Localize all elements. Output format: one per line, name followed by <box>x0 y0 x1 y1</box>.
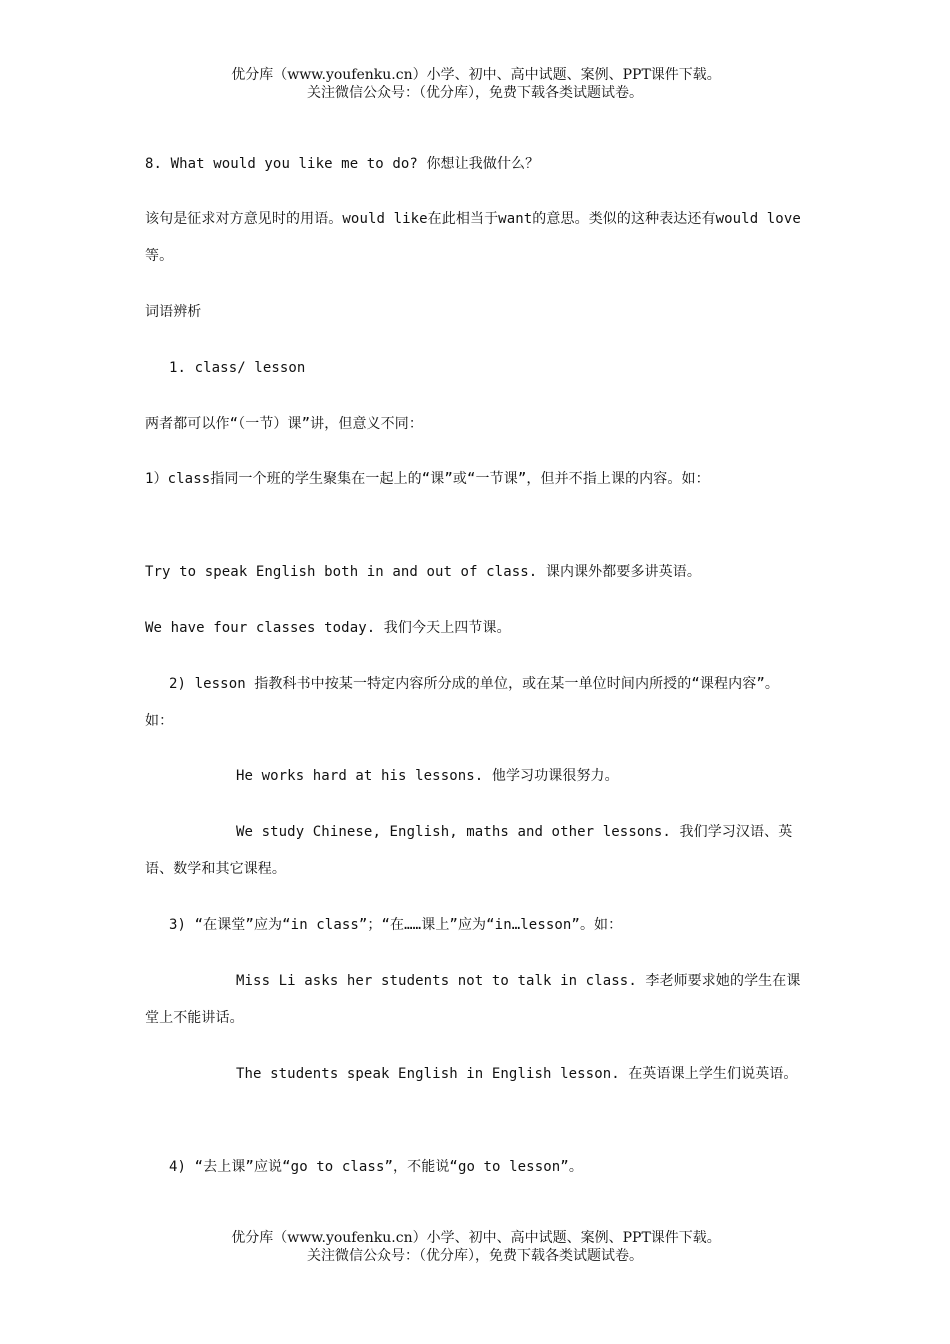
example-sentence: We have four classes today. 我们今天上四节课。 <box>145 620 511 636</box>
example-sentence: The students speak English in English lesson. 在英语课上学生们说英语。 <box>236 1066 798 1082</box>
paragraph-sentence-8: 8. What would you like me to do? 你想让我做什么？ <box>145 156 540 172</box>
paragraph-explanation: 该句是征求对方意见时的用语。would like在此相当于want的意思。类似的这种表达还有would love等。 <box>145 211 801 264</box>
paragraph-difference-intro: 两者都可以作“（一节）课”讲，但意义不同： <box>145 416 423 432</box>
paragraph-lesson-definition: 2) lesson 指教科书中按某一特定内容所分成的单位，或在某一单位时间内所授的“课程内容”。如： <box>145 676 779 729</box>
example-sentence: Try to speak English both in and out of class. 课内课外都要多讲英语。 <box>145 564 701 580</box>
example-sentence: He works hard at his lessons. 他学习功课很努力。 <box>236 768 619 784</box>
footer-line-1: 优分库（www.youfenku.cn）小学、初中、高中试题、案例、PPT课件下载。 <box>231 1230 721 1246</box>
footer-line-2: 关注微信公众号：（优分库），免费下载各类试题试卷。 <box>307 1248 643 1264</box>
paragraph-in-class-usage: 3) “在课堂”应为“in class”；“在……课上”应为“in…lesson”。如： <box>169 917 623 933</box>
header-line-2: 关注微信公众号：（优分库），免费下载各类试题试卷。 <box>307 85 643 101</box>
page-header <box>0 66 950 102</box>
header-line-1: 优分库（www.youfenku.cn）小学、初中、高中试题、案例、PPT课件下载。 <box>231 67 721 83</box>
page-footer <box>0 1229 950 1265</box>
paragraph-go-to-class: 4) “去上课”应说“go to class”，不能说“go to lesson”。 <box>169 1159 583 1175</box>
example-sentence: We study Chinese, English, maths and other lessons. 我们学习汉语、英语、数学和其它课程。 <box>145 824 793 877</box>
paragraph-class-definition: 1）class指同一个班的学生聚集在一起上的“课”或“一节课”，但并不指上课的内容。如： <box>145 471 710 487</box>
example-sentence: Miss Li asks her students not to talk in class. 李老师要求她的学生在课堂上不能讲话。 <box>145 973 801 1026</box>
section-heading-word-analysis: 词语辨析 <box>145 304 202 320</box>
list-item-class-lesson: 1. class/ lesson <box>169 360 306 376</box>
